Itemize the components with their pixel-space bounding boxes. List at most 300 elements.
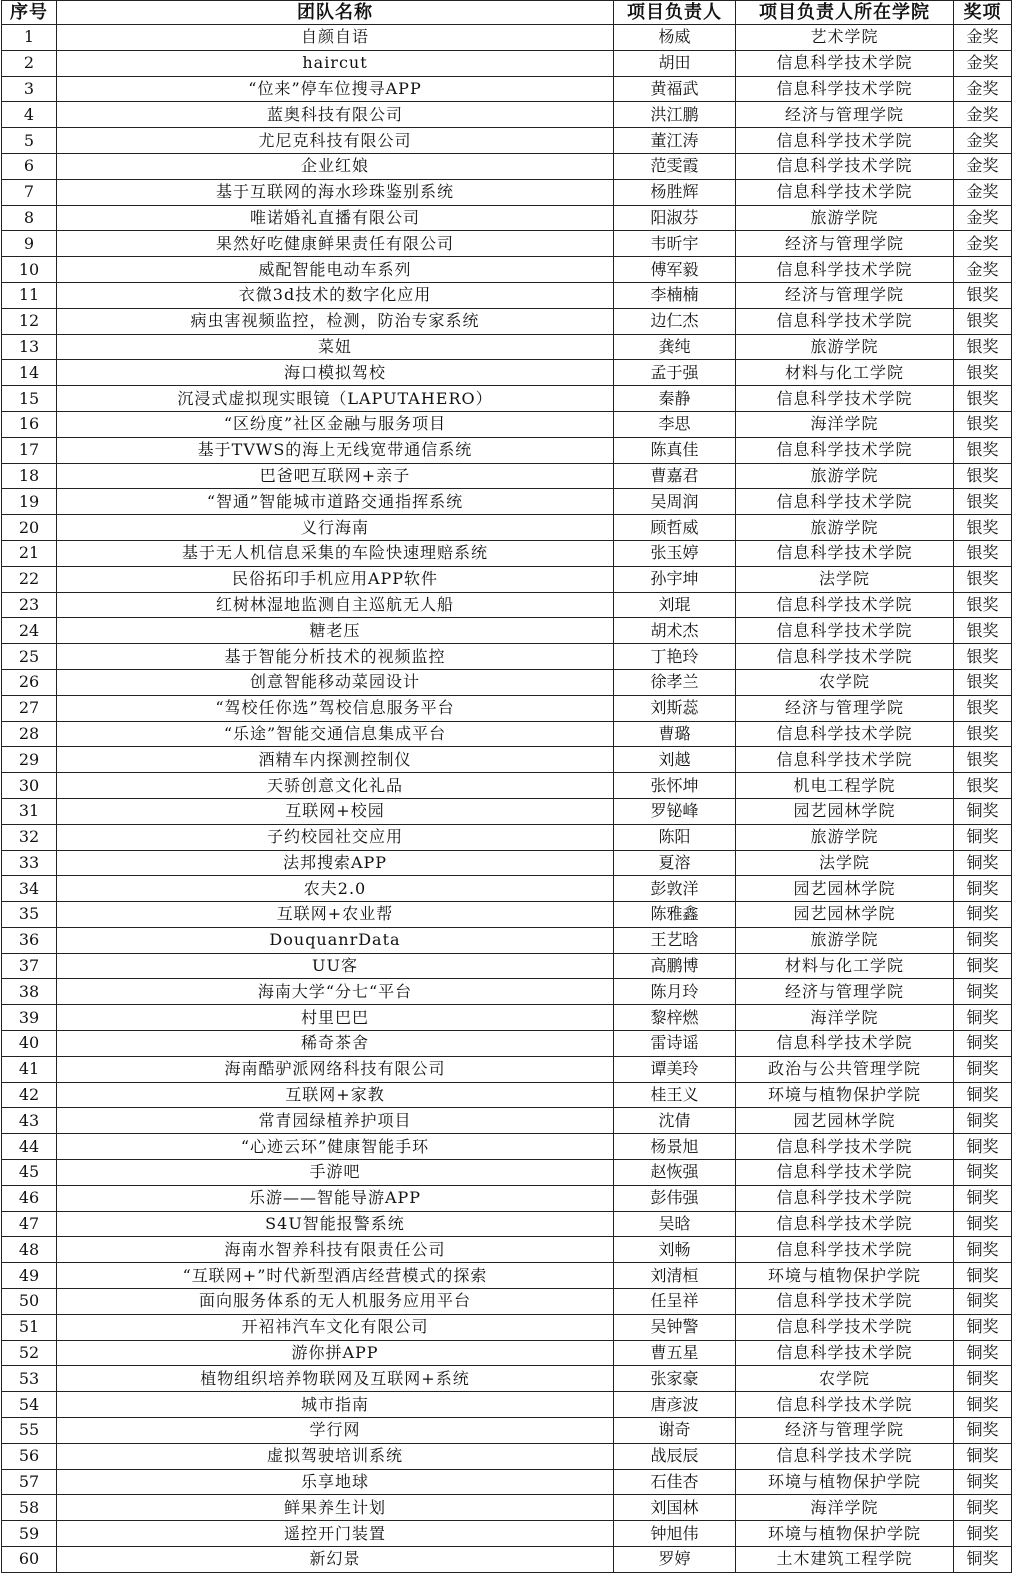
cell-leader-college: 信息科学技术学院 — [736, 1160, 954, 1186]
table-row — [2, 953, 1012, 979]
cell-team-name: 衣微3d技术的数字化应用 — [57, 282, 614, 308]
cell-team-name: 巴爸吧互联网+亲子 — [57, 463, 614, 489]
table-row — [2, 1547, 1012, 1573]
cell-leader-college: 信息科学技术学院 — [736, 644, 954, 670]
cell-team-name: S4U智能报警系统 — [57, 1211, 614, 1237]
table-row — [2, 1366, 1012, 1392]
cell-leader-college: 信息科学技术学院 — [736, 1392, 954, 1418]
cell-serial-number: 20 — [2, 515, 57, 541]
cell-team-name: 遥控开门装置 — [57, 1521, 614, 1547]
cell-team-name: 自颜自语 — [57, 25, 614, 51]
table-body — [2, 25, 1012, 1573]
cell-leader-college: 旅游学院 — [736, 463, 954, 489]
cell-project-leader: 洪江鹏 — [614, 102, 736, 128]
cell-team-name: 子约校园社交应用 — [57, 824, 614, 850]
cell-project-leader: 战辰辰 — [614, 1443, 736, 1469]
table-row — [2, 721, 1012, 747]
cell-award: 银奖 — [954, 644, 1012, 670]
cell-serial-number: 39 — [2, 1005, 57, 1031]
cell-team-name: 企业红娘 — [57, 153, 614, 179]
cell-team-name: 村里巴巴 — [57, 1005, 614, 1031]
cell-award: 铜奖 — [954, 1160, 1012, 1186]
cell-project-leader: 钟旭伟 — [614, 1521, 736, 1547]
cell-leader-college: 信息科学技术学院 — [736, 540, 954, 566]
cell-project-leader: 董江涛 — [614, 128, 736, 154]
cell-serial-number: 27 — [2, 695, 57, 721]
table-row — [2, 489, 1012, 515]
cell-leader-college: 园艺园林学院 — [736, 876, 954, 902]
cell-project-leader: 顾哲威 — [614, 515, 736, 541]
cell-project-leader: 唐彦波 — [614, 1392, 736, 1418]
cell-project-leader: 桂王义 — [614, 1082, 736, 1108]
header-row — [2, 1, 1012, 25]
cell-team-name: 唯诺婚礼直播有限公司 — [57, 205, 614, 231]
cell-award: 金奖 — [954, 153, 1012, 179]
header-project-leader: 项目负责人 — [614, 1, 736, 25]
cell-serial-number: 54 — [2, 1392, 57, 1418]
cell-leader-college: 海洋学院 — [736, 411, 954, 437]
cell-project-leader: 孟于强 — [614, 360, 736, 386]
cell-award: 金奖 — [954, 128, 1012, 154]
cell-team-name: “智通”智能城市道路交通指挥系统 — [57, 489, 614, 515]
table-row — [2, 644, 1012, 670]
cell-leader-college: 信息科学技术学院 — [736, 257, 954, 283]
cell-project-leader: 陈阳 — [614, 824, 736, 850]
cell-team-name: 基于互联网的海水珍珠鉴别系统 — [57, 179, 614, 205]
cell-team-name: 虚拟驾驶培训系统 — [57, 1443, 614, 1469]
cell-team-name: 游你拼APP — [57, 1340, 614, 1366]
table-row — [2, 515, 1012, 541]
cell-serial-number: 15 — [2, 386, 57, 412]
cell-serial-number: 9 — [2, 231, 57, 257]
cell-team-name: 稀奇茶舍 — [57, 1031, 614, 1057]
cell-team-name: 互联网+校园 — [57, 798, 614, 824]
table-row — [2, 128, 1012, 154]
cell-leader-college: 海洋学院 — [736, 1005, 954, 1031]
cell-project-leader: 刘琨 — [614, 592, 736, 618]
cell-project-leader: 谢奇 — [614, 1418, 736, 1444]
cell-project-leader: 杨景旭 — [614, 1134, 736, 1160]
cell-serial-number: 52 — [2, 1340, 57, 1366]
table-row — [2, 1418, 1012, 1444]
cell-leader-college: 信息科学技术学院 — [736, 592, 954, 618]
cell-project-leader: 任呈祥 — [614, 1289, 736, 1315]
table-row — [2, 876, 1012, 902]
cell-award: 银奖 — [954, 747, 1012, 773]
cell-leader-college: 信息科学技术学院 — [736, 1314, 954, 1340]
cell-award: 银奖 — [954, 437, 1012, 463]
cell-project-leader: 罗铋峰 — [614, 798, 736, 824]
cell-leader-college: 信息科学技术学院 — [736, 179, 954, 205]
header-award: 奖项 — [954, 1, 1012, 25]
cell-leader-college: 经济与管理学院 — [736, 695, 954, 721]
cell-team-name: 乐享地球 — [57, 1469, 614, 1495]
cell-serial-number: 17 — [2, 437, 57, 463]
cell-project-leader: 丁艳玲 — [614, 644, 736, 670]
cell-team-name: 面向服务体系的无人机服务应用平台 — [57, 1289, 614, 1315]
cell-project-leader: 刘国林 — [614, 1495, 736, 1521]
cell-serial-number: 43 — [2, 1108, 57, 1134]
cell-serial-number: 29 — [2, 747, 57, 773]
cell-project-leader: 黎梓燃 — [614, 1005, 736, 1031]
cell-leader-college: 信息科学技术学院 — [736, 1443, 954, 1469]
cell-award: 铜奖 — [954, 1185, 1012, 1211]
cell-serial-number: 57 — [2, 1469, 57, 1495]
cell-project-leader: 杨胜辉 — [614, 179, 736, 205]
cell-serial-number: 11 — [2, 282, 57, 308]
cell-award: 银奖 — [954, 411, 1012, 437]
table-row — [2, 618, 1012, 644]
cell-team-name: 威配智能电动车系列 — [57, 257, 614, 283]
cell-project-leader: 龚纯 — [614, 334, 736, 360]
table-row — [2, 1108, 1012, 1134]
cell-award: 铜奖 — [954, 1056, 1012, 1082]
cell-team-name: 天骄创意文化礼品 — [57, 773, 614, 799]
cell-award: 铜奖 — [954, 1263, 1012, 1289]
cell-award: 铜奖 — [954, 979, 1012, 1005]
cell-project-leader: 陈月玲 — [614, 979, 736, 1005]
table-row — [2, 205, 1012, 231]
cell-serial-number: 38 — [2, 979, 57, 1005]
table-row — [2, 1521, 1012, 1547]
cell-serial-number: 12 — [2, 308, 57, 334]
cell-leader-college: 信息科学技术学院 — [736, 1340, 954, 1366]
cell-award: 银奖 — [954, 721, 1012, 747]
cell-serial-number: 60 — [2, 1547, 57, 1573]
cell-team-name: 鲜果养生计划 — [57, 1495, 614, 1521]
cell-serial-number: 4 — [2, 102, 57, 128]
cell-leader-college: 经济与管理学院 — [736, 231, 954, 257]
table-row — [2, 1392, 1012, 1418]
table-row — [2, 927, 1012, 953]
cell-serial-number: 48 — [2, 1237, 57, 1263]
cell-team-name: 常青园绿植养护项目 — [57, 1108, 614, 1134]
cell-serial-number: 44 — [2, 1134, 57, 1160]
cell-award: 银奖 — [954, 695, 1012, 721]
cell-project-leader: 胡术杰 — [614, 618, 736, 644]
cell-award: 铜奖 — [954, 1521, 1012, 1547]
cell-project-leader: 刘越 — [614, 747, 736, 773]
header-leader-college: 项目负责人所在学院 — [736, 1, 954, 25]
cell-award: 铜奖 — [954, 1418, 1012, 1444]
cell-serial-number: 33 — [2, 850, 57, 876]
cell-project-leader: 李楠楠 — [614, 282, 736, 308]
cell-leader-college: 园艺园林学院 — [736, 902, 954, 928]
cell-project-leader: 张玉婷 — [614, 540, 736, 566]
cell-leader-college: 环境与植物保护学院 — [736, 1082, 954, 1108]
cell-award: 金奖 — [954, 231, 1012, 257]
cell-project-leader: 王艺晗 — [614, 927, 736, 953]
cell-leader-college: 法学院 — [736, 566, 954, 592]
cell-team-name: 蓝奥科技有限公司 — [57, 102, 614, 128]
table-row — [2, 25, 1012, 51]
cell-serial-number: 6 — [2, 153, 57, 179]
cell-leader-college: 旅游学院 — [736, 334, 954, 360]
cell-leader-college: 农学院 — [736, 1366, 954, 1392]
cell-team-name: “互联网+”时代新型酒店经营模式的探索 — [57, 1263, 614, 1289]
cell-leader-college: 信息科学技术学院 — [736, 153, 954, 179]
cell-award: 铜奖 — [954, 1108, 1012, 1134]
cell-team-name: 互联网+农业帮 — [57, 902, 614, 928]
cell-serial-number: 50 — [2, 1289, 57, 1315]
cell-project-leader: 刘清桓 — [614, 1263, 736, 1289]
cell-serial-number: 42 — [2, 1082, 57, 1108]
cell-serial-number: 31 — [2, 798, 57, 824]
cell-serial-number: 34 — [2, 876, 57, 902]
cell-project-leader: 吴晗 — [614, 1211, 736, 1237]
cell-serial-number: 53 — [2, 1366, 57, 1392]
cell-serial-number: 13 — [2, 334, 57, 360]
cell-project-leader: 张家豪 — [614, 1366, 736, 1392]
table-row — [2, 1082, 1012, 1108]
cell-award: 银奖 — [954, 308, 1012, 334]
cell-award: 铜奖 — [954, 1340, 1012, 1366]
cell-team-name: 沉浸式虚拟现实眼镜（LAPUTAHERO） — [57, 386, 614, 412]
cell-project-leader: 张怀坤 — [614, 773, 736, 799]
awards-table — [1, 0, 1012, 1573]
cell-leader-college: 土木建筑工程学院 — [736, 1547, 954, 1573]
cell-leader-college: 信息科学技术学院 — [736, 1185, 954, 1211]
cell-project-leader: 高鹏博 — [614, 953, 736, 979]
cell-team-name: 酒精车内探测控制仪 — [57, 747, 614, 773]
cell-team-name: DouquanrData — [57, 927, 614, 953]
table-row — [2, 695, 1012, 721]
cell-team-name: 红树林湿地监测自主巡航无人船 — [57, 592, 614, 618]
cell-team-name: 糖老压 — [57, 618, 614, 644]
cell-award: 金奖 — [954, 205, 1012, 231]
cell-award: 银奖 — [954, 515, 1012, 541]
cell-award: 铜奖 — [954, 798, 1012, 824]
cell-award: 银奖 — [954, 386, 1012, 412]
cell-project-leader: 刘斯蕊 — [614, 695, 736, 721]
cell-serial-number: 18 — [2, 463, 57, 489]
cell-team-name: “区纷度”社区金融与服务项目 — [57, 411, 614, 437]
cell-serial-number: 32 — [2, 824, 57, 850]
cell-leader-college: 环境与植物保护学院 — [736, 1469, 954, 1495]
cell-award: 银奖 — [954, 282, 1012, 308]
cell-serial-number: 14 — [2, 360, 57, 386]
cell-project-leader: 秦静 — [614, 386, 736, 412]
cell-serial-number: 22 — [2, 566, 57, 592]
cell-award: 银奖 — [954, 773, 1012, 799]
cell-team-name: 开袑祎汽车文化有限公司 — [57, 1314, 614, 1340]
table-row — [2, 850, 1012, 876]
table-row — [2, 747, 1012, 773]
table-row — [2, 1340, 1012, 1366]
cell-serial-number: 56 — [2, 1443, 57, 1469]
cell-award: 铜奖 — [954, 1392, 1012, 1418]
table-row — [2, 257, 1012, 283]
cell-serial-number: 41 — [2, 1056, 57, 1082]
cell-team-name: 民俗拓印手机应用APP软件 — [57, 566, 614, 592]
table-row — [2, 1237, 1012, 1263]
cell-serial-number: 19 — [2, 489, 57, 515]
cell-team-name: 手游吧 — [57, 1160, 614, 1186]
cell-award: 铜奖 — [954, 1134, 1012, 1160]
cell-serial-number: 21 — [2, 540, 57, 566]
cell-serial-number: 55 — [2, 1418, 57, 1444]
cell-project-leader: 彭敦洋 — [614, 876, 736, 902]
table-row — [2, 282, 1012, 308]
cell-award: 铜奖 — [954, 1443, 1012, 1469]
cell-award: 银奖 — [954, 489, 1012, 515]
table-row — [2, 386, 1012, 412]
table-row — [2, 669, 1012, 695]
cell-serial-number: 40 — [2, 1031, 57, 1057]
cell-leader-college: 信息科学技术学院 — [736, 618, 954, 644]
cell-serial-number: 46 — [2, 1185, 57, 1211]
cell-serial-number: 51 — [2, 1314, 57, 1340]
cell-team-name: 菜妞 — [57, 334, 614, 360]
cell-award: 铜奖 — [954, 1289, 1012, 1315]
cell-team-name: “心迹云环”健康智能手环 — [57, 1134, 614, 1160]
awards-table-container — [1, 0, 1011, 1573]
cell-serial-number: 28 — [2, 721, 57, 747]
table-row — [2, 979, 1012, 1005]
cell-award: 金奖 — [954, 76, 1012, 102]
cell-team-name: 果然好吃健康鲜果责任有限公司 — [57, 231, 614, 257]
table-row — [2, 76, 1012, 102]
table-row — [2, 540, 1012, 566]
cell-leader-college: 材料与化工学院 — [736, 953, 954, 979]
cell-leader-college: 经济与管理学院 — [736, 979, 954, 1005]
cell-award: 银奖 — [954, 618, 1012, 644]
header-team-name: 团队名称 — [57, 1, 614, 25]
cell-project-leader: 吴钟警 — [614, 1314, 736, 1340]
cell-serial-number: 26 — [2, 669, 57, 695]
table-row — [2, 1469, 1012, 1495]
cell-serial-number: 16 — [2, 411, 57, 437]
cell-leader-college: 经济与管理学院 — [736, 282, 954, 308]
table-row — [2, 1314, 1012, 1340]
cell-team-name: 城市指南 — [57, 1392, 614, 1418]
cell-award: 金奖 — [954, 102, 1012, 128]
cell-serial-number: 5 — [2, 128, 57, 154]
cell-award: 铜奖 — [954, 902, 1012, 928]
table-header — [2, 1, 1012, 25]
cell-serial-number: 3 — [2, 76, 57, 102]
cell-team-name: 病虫害视频监控，检测，防治专家系统 — [57, 308, 614, 334]
table-row — [2, 1211, 1012, 1237]
cell-team-name: 尤尼克科技有限公司 — [57, 128, 614, 154]
cell-serial-number: 1 — [2, 25, 57, 51]
cell-project-leader: 范雯霞 — [614, 153, 736, 179]
table-row — [2, 1031, 1012, 1057]
cell-award: 铜奖 — [954, 1366, 1012, 1392]
table-row — [2, 1056, 1012, 1082]
cell-team-name: “位来”停车位搜寻APP — [57, 76, 614, 102]
table-row — [2, 463, 1012, 489]
cell-leader-college: 信息科学技术学院 — [736, 386, 954, 412]
cell-leader-college: 信息科学技术学院 — [736, 437, 954, 463]
table-row — [2, 1185, 1012, 1211]
cell-leader-college: 信息科学技术学院 — [736, 1211, 954, 1237]
cell-award: 银奖 — [954, 669, 1012, 695]
cell-project-leader: 韦昕宇 — [614, 231, 736, 257]
cell-team-name: 法邦搜索APP — [57, 850, 614, 876]
cell-team-name: 海口模拟驾校 — [57, 360, 614, 386]
cell-project-leader: 徐孝兰 — [614, 669, 736, 695]
table-row — [2, 1134, 1012, 1160]
cell-team-name: 义行海南 — [57, 515, 614, 541]
cell-project-leader: 刘畅 — [614, 1237, 736, 1263]
cell-leader-college: 信息科学技术学院 — [736, 1237, 954, 1263]
cell-project-leader: 彭伟强 — [614, 1185, 736, 1211]
table-row — [2, 824, 1012, 850]
cell-award: 金奖 — [954, 257, 1012, 283]
cell-project-leader: 谭美玲 — [614, 1056, 736, 1082]
cell-award: 铜奖 — [954, 953, 1012, 979]
table-row — [2, 773, 1012, 799]
cell-award: 银奖 — [954, 566, 1012, 592]
cell-leader-college: 艺术学院 — [736, 25, 954, 51]
cell-project-leader: 杨威 — [614, 25, 736, 51]
cell-team-name: 学行网 — [57, 1418, 614, 1444]
table-row — [2, 102, 1012, 128]
cell-award: 铜奖 — [954, 1469, 1012, 1495]
cell-award: 银奖 — [954, 592, 1012, 618]
table-row — [2, 153, 1012, 179]
cell-serial-number: 10 — [2, 257, 57, 283]
cell-serial-number: 24 — [2, 618, 57, 644]
cell-leader-college: 材料与化工学院 — [736, 360, 954, 386]
table-row — [2, 50, 1012, 76]
cell-award: 银奖 — [954, 334, 1012, 360]
cell-award: 铜奖 — [954, 1005, 1012, 1031]
cell-project-leader: 陈真佳 — [614, 437, 736, 463]
cell-team-name: “驾校任你选”驾校信息服务平台 — [57, 695, 614, 721]
table-row — [2, 179, 1012, 205]
cell-project-leader: 罗婷 — [614, 1547, 736, 1573]
cell-award: 铜奖 — [954, 1082, 1012, 1108]
cell-leader-college: 政治与公共管理学院 — [736, 1056, 954, 1082]
table-row — [2, 308, 1012, 334]
cell-leader-college: 园艺园林学院 — [736, 798, 954, 824]
cell-team-name: 植物组织培养物联网及互联网+系统 — [57, 1366, 614, 1392]
cell-serial-number: 58 — [2, 1495, 57, 1521]
table-row — [2, 1289, 1012, 1315]
cell-leader-college: 信息科学技术学院 — [736, 1031, 954, 1057]
table-row — [2, 231, 1012, 257]
cell-project-leader: 阳淑芬 — [614, 205, 736, 231]
table-row — [2, 360, 1012, 386]
table-row — [2, 1160, 1012, 1186]
cell-award: 铜奖 — [954, 1314, 1012, 1340]
cell-award: 铜奖 — [954, 1237, 1012, 1263]
cell-leader-college: 经济与管理学院 — [736, 102, 954, 128]
cell-team-name: 创意智能移动菜园设计 — [57, 669, 614, 695]
cell-leader-college: 环境与植物保护学院 — [736, 1521, 954, 1547]
cell-project-leader: 曹璐 — [614, 721, 736, 747]
cell-project-leader: 石佳杏 — [614, 1469, 736, 1495]
cell-project-leader: 黄福武 — [614, 76, 736, 102]
cell-leader-college: 信息科学技术学院 — [736, 1134, 954, 1160]
cell-serial-number: 36 — [2, 927, 57, 953]
cell-team-name: 基于无人机信息采集的车险快速理赔系统 — [57, 540, 614, 566]
cell-leader-college: 旅游学院 — [736, 927, 954, 953]
cell-team-name: 乐游——智能导游APP — [57, 1185, 614, 1211]
cell-team-name: 新幻景 — [57, 1547, 614, 1573]
cell-project-leader: 赵恢强 — [614, 1160, 736, 1186]
cell-award: 铜奖 — [954, 1031, 1012, 1057]
cell-award: 银奖 — [954, 463, 1012, 489]
table-row — [2, 1005, 1012, 1031]
cell-project-leader: 陈雅鑫 — [614, 902, 736, 928]
cell-project-leader: 胡田 — [614, 50, 736, 76]
cell-serial-number: 23 — [2, 592, 57, 618]
cell-project-leader: 曹五星 — [614, 1340, 736, 1366]
cell-project-leader: 沈倩 — [614, 1108, 736, 1134]
